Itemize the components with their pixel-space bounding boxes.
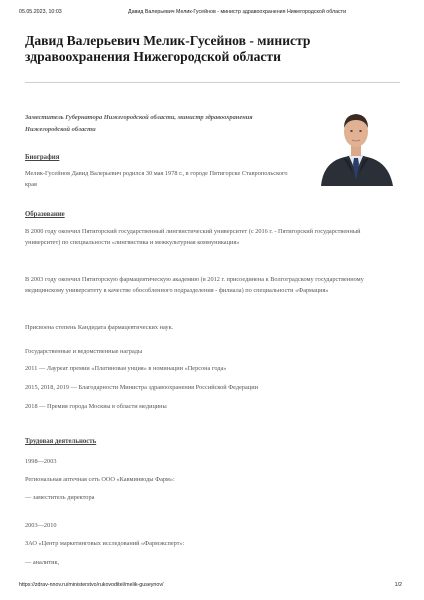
career-period: 1998—2003 [25,458,57,465]
title-divider [25,82,400,83]
education-paragraph: В 2000 году окончил Пятигорский государственный лингвистический университет (с 2016 г. - Пятигорский государственный университет) по специальности «лингвистика и межкультурная коммуникация» [25,228,361,246]
page-counter: 1/2 [394,582,402,588]
print-doc-title: Давид Валерьевич Мелик-Гусейнов - министр здравоохранения Нижегородской области [128,9,347,15]
page-title: Давид Валерьевич Мелик-Гусейнов - министр здравоохранения Нижегородской области [25,33,311,64]
role-subtitle: Заместитель Губернатора Нижегородской области, министр здравоохранения Нижегородской области [25,114,253,133]
education-paragraph: В 2003 году окончил Пятигорскую фармацевтическую академию (в 2012 г. присоединена к Волгоградскому государственному медицинскому университету в качестве обособленного подразделения - филиала) по специальности «Фармация» [25,276,364,294]
award-item: 2011 — Лауреат премии «Платиновая унция» в номинации «Персона года» [25,365,227,372]
portrait-photo [313,106,399,186]
career-period: 2003—2010 [25,522,57,529]
print-header [0,9,424,21]
career-position: — аналитик, [25,559,60,566]
education-heading: Образование [25,211,65,218]
awards-heading: Государственные и ведомственные награды [25,348,143,355]
print-url: https://zdrav-nnov.ru/ministerstvo/rukovoditel/melik-guseynov/ [19,582,164,588]
biography-heading: Биография [25,154,60,161]
career-employer: ЗАО «Центр маркетинговых исследований «Фармэксперт»: [25,540,185,547]
career-heading: Трудовая деятельность [25,438,97,445]
biography-text: Мелик-Гусейнов Давид Валерьевич родился 30 мая 1978 г., в городе Пятигорске Ставропольского края [25,170,288,188]
portrait-image [313,106,399,186]
print-datetime: 05.05.2023, 10:03 [19,9,62,15]
education-paragraph: Присвоена степень Кандидата фармацевтических наук. [25,324,174,331]
career-employer: Региональная аптечная сеть ООО «Кавминводы Фарм»: [25,476,175,483]
award-item: 2015, 2018, 2019 — Благодарности Министра здравоохранения Российской Федерации [25,384,258,391]
award-item: 2018 — Премия города Москвы в области медицины [25,403,167,410]
career-position: — заместитель директора [25,494,95,501]
print-footer [0,582,424,592]
